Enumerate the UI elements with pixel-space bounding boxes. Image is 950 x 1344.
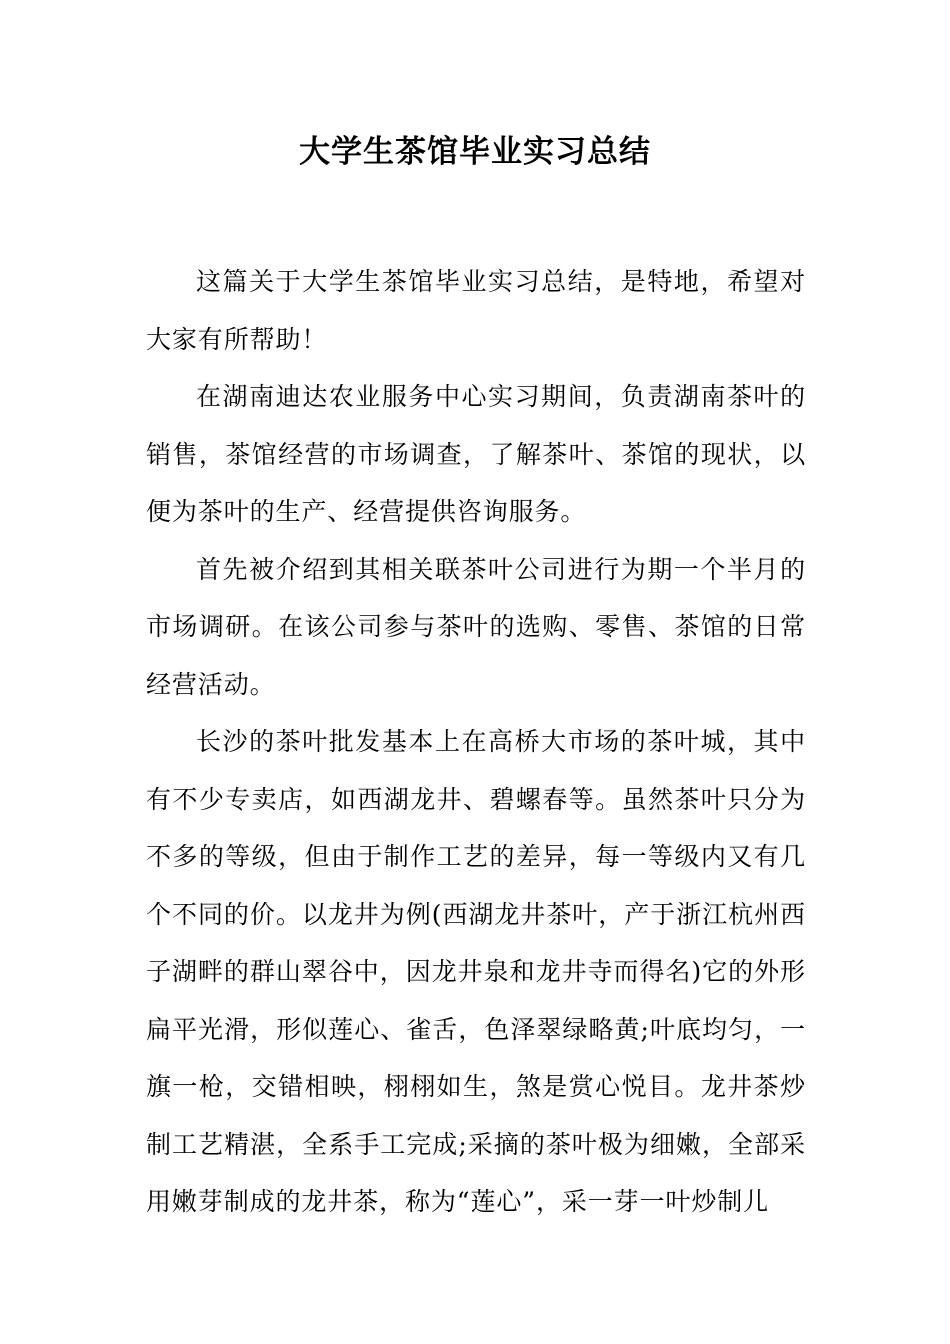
paragraph-3: 首先被介绍到其相关联茶叶公司进行为期一个半月的市场调研。在该公司参与茶叶的选购、零售、茶馆的日常经营活动。 bbox=[146, 554, 806, 699]
document-body bbox=[146, 253, 806, 1231]
paragraph-2: 在湖南迪达农业服务中心实习期间，负责湖南茶叶的销售，茶馆经营的市场调查，了解茶叶、茶馆的现状，以便为茶叶的生产、经营提供咨询服务。 bbox=[146, 382, 806, 526]
paragraph-4: 长沙的茶叶批发基本上在高桥大市场的茶叶城，其中有不少专卖店，如西湖龙井、碧螺春等。虽然茶叶只分为不多的等级，但由于制作工艺的差异，每一等级内又有几个不同的价。以龙井为例(西湖龙井茶叶，产于浙江杭州西子湖畔的群山翠谷中，因龙井泉和龙井寺而得名)它的外形扁平光滑，形似莲心、雀舌，色泽翠绿略黄;叶底均匀，一旗一枪，交错相映，栩栩如生，煞是赏心悦目。龙井茶炒制工艺精湛，全系手工完成;采摘的茶叶极为细嫩，全部采用嫩芽制成的龙井茶，称为“莲心”，采一芽一叶炒制儿 bbox=[146, 727, 806, 1216]
document-title: 大学生茶馆毕业实习总结 bbox=[299, 134, 651, 170]
paragraph-1: 这篇关于大学生茶馆毕业实习总结，是特地，希望对大家有所帮助！ bbox=[146, 267, 806, 354]
